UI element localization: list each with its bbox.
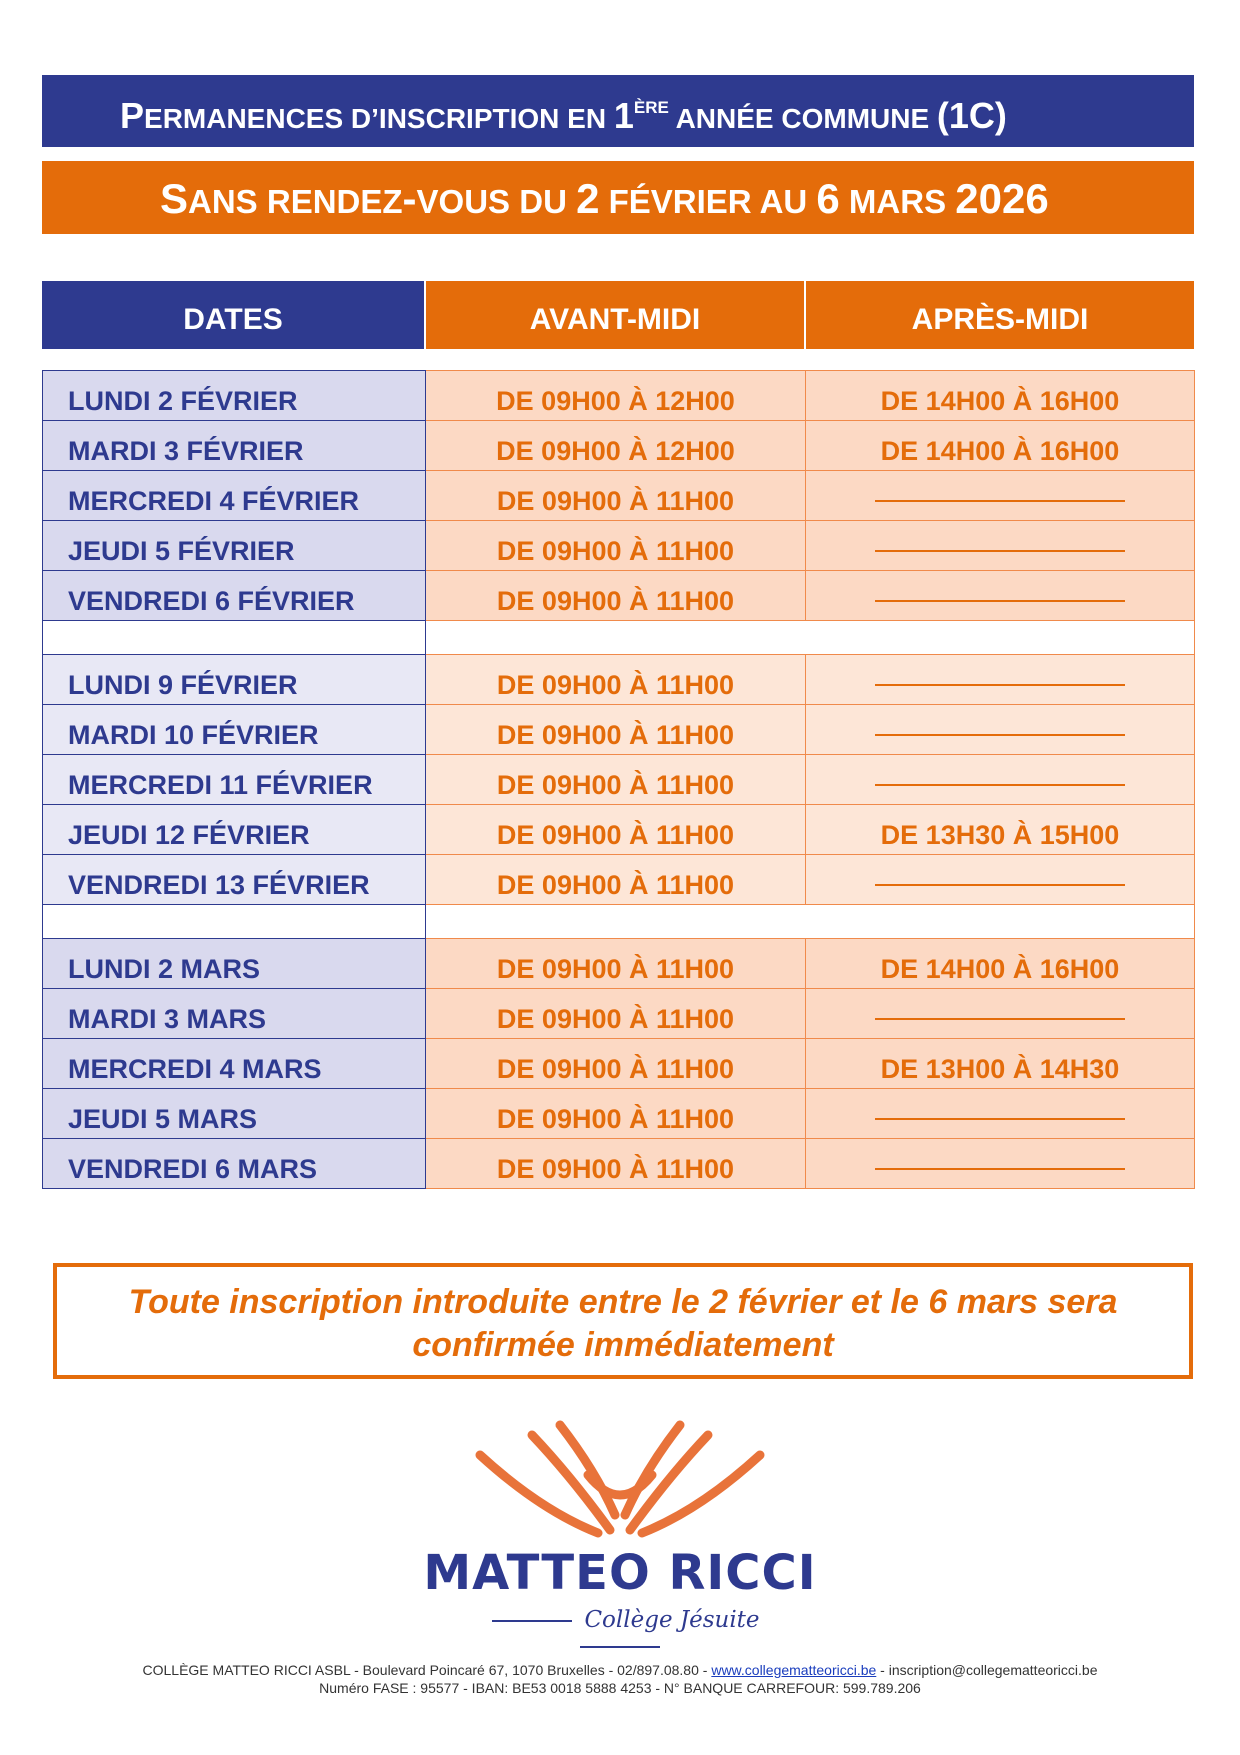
subtitle-part: - (402, 175, 417, 222)
morning-cell: DE 09H00 À 11H00 (426, 521, 806, 571)
morning-cell: DE 09H00 À 11H00 (426, 989, 806, 1039)
table-row (43, 755, 1195, 805)
table-row (43, 705, 1195, 755)
afternoon-cell (806, 521, 1195, 571)
morning-cell: DE 09H00 À 12H00 (426, 421, 806, 471)
morning-cell: DE 09H00 À 11H00 (426, 1139, 806, 1189)
title-part: ERMANENCES D’INSCRIPTION EN (144, 103, 614, 134)
footer-address: COLLÈGE MATTEO RICCI ASBL - Boulevard Poincaré 67, 1070 Bruxelles - 02/897.08.80 - (142, 1662, 712, 1678)
afternoon-cell (806, 1139, 1195, 1189)
footer-line-1 (0, 1661, 1240, 1679)
rule-right (580, 1646, 660, 1648)
subtitle-banner (42, 161, 1194, 234)
table-row (43, 371, 1195, 421)
afternoon-cell (806, 705, 1195, 755)
no-session-dash (875, 1168, 1125, 1170)
subtitle-part: MARS (839, 183, 956, 220)
date-cell: LUNDI 9 FÉVRIER (43, 655, 426, 705)
no-session-dash (875, 550, 1125, 552)
table-row (43, 939, 1195, 989)
afternoon-cell (806, 755, 1195, 805)
no-session-dash (875, 1118, 1125, 1120)
date-cell: VENDREDI 6 MARS (43, 1139, 426, 1189)
subtitle-part: FÉVRIER AU (599, 183, 817, 220)
morning-cell: DE 09H00 À 11H00 (426, 571, 806, 621)
title-part: 1 (613, 95, 634, 136)
separator-cell (43, 905, 426, 939)
date-cell: JEUDI 12 FÉVRIER (43, 805, 426, 855)
logo-wordmark: MATTEO RICCI (423, 1545, 817, 1601)
morning-cell: DE 09H00 À 11H00 (426, 855, 806, 905)
no-session-dash (875, 684, 1125, 686)
table-row (43, 571, 1195, 621)
subtitle-part: ANS RENDEZ (188, 183, 403, 220)
morning-cell: DE 09H00 À 11H00 (426, 1039, 806, 1089)
schedule-body (43, 371, 1195, 1189)
afternoon-cell (806, 655, 1195, 705)
rule-left (492, 1620, 572, 1622)
footer-line-2: Numéro FASE : 95577 - IBAN: BE53 0018 5888 4253 - N° BANQUE CARREFOUR: 599.789.206 (319, 1680, 921, 1696)
subtitle-part: VOUS DU (416, 183, 577, 220)
no-session-dash (875, 884, 1125, 886)
table-row (43, 855, 1195, 905)
table-row (43, 1039, 1195, 1089)
afternoon-cell (806, 1089, 1195, 1139)
table-row (43, 471, 1195, 521)
date-cell: MARDI 3 MARS (43, 989, 426, 1039)
title-part: ÈRE (633, 98, 669, 117)
separator-cell (426, 621, 806, 655)
no-session-dash (875, 500, 1125, 502)
date-cell: JEUDI 5 FÉVRIER (43, 521, 426, 571)
header-afternoon: APRÈS-MIDI (805, 281, 1194, 349)
group-separator (43, 905, 1195, 939)
separator-cell (426, 905, 806, 939)
title-part: ANNÉE COMMUNE (668, 103, 937, 134)
page-title (120, 95, 1007, 137)
morning-cell: DE 09H00 À 11H00 (426, 471, 806, 521)
confirmation-notice (53, 1263, 1193, 1379)
afternoon-cell (806, 571, 1195, 621)
date-cell: MERCREDI 4 MARS (43, 1039, 426, 1089)
afternoon-cell: DE 14H00 À 16H00 (806, 421, 1195, 471)
afternoon-cell: DE 14H00 À 16H00 (806, 939, 1195, 989)
table-row (43, 805, 1195, 855)
school-logo (420, 1415, 820, 1633)
afternoon-cell (806, 855, 1195, 905)
afternoon-cell: DE 14H00 À 16H00 (806, 371, 1195, 421)
table-row (43, 989, 1195, 1039)
website-link[interactable]: www.collegematteoricci.be (711, 1662, 877, 1678)
subtitle-part: S (160, 175, 189, 222)
group-separator (43, 621, 1195, 655)
schedule-header (42, 281, 1194, 349)
date-cell: MERCREDI 11 FÉVRIER (43, 755, 426, 805)
footer-email: - inscription@collegematteoricci.be (876, 1662, 1098, 1678)
morning-cell: DE 09H00 À 12H00 (426, 371, 806, 421)
title-part: (1C) (936, 95, 1007, 136)
no-session-dash (875, 784, 1125, 786)
schedule-table (42, 370, 1195, 1189)
logo-subtitle-text: Collège Jésuite (584, 1607, 760, 1633)
date-cell: MARDI 10 FÉVRIER (43, 705, 426, 755)
header-dates: DATES (42, 281, 425, 349)
separator-cell (43, 621, 426, 655)
date-cell: LUNDI 2 MARS (43, 939, 426, 989)
no-session-dash (875, 1018, 1125, 1020)
table-row (43, 521, 1195, 571)
notice-line-2: confirmée immédiatement (412, 1326, 834, 1364)
flame-emblem-icon (420, 1415, 820, 1545)
morning-cell: DE 09H00 À 11H00 (426, 939, 806, 989)
morning-cell: DE 09H00 À 11H00 (426, 755, 806, 805)
notice-line-1: Toute inscription introduite entre le 2 février et le 6 mars sera (128, 1283, 1118, 1321)
morning-cell: DE 09H00 À 11H00 (426, 1089, 806, 1139)
morning-cell: DE 09H00 À 11H00 (426, 805, 806, 855)
header-morning: AVANT-MIDI (425, 281, 805, 349)
page-subtitle (160, 175, 1049, 223)
date-cell: MARDI 3 FÉVRIER (43, 421, 426, 471)
afternoon-cell: DE 13H00 À 14H30 (806, 1039, 1195, 1089)
date-cell: VENDREDI 13 FÉVRIER (43, 855, 426, 905)
subtitle-part: 2 (576, 175, 600, 222)
separator-cell (806, 905, 1195, 939)
table-row (43, 1139, 1195, 1189)
separator-cell (806, 621, 1195, 655)
date-cell: LUNDI 2 FÉVRIER (43, 371, 426, 421)
logo-subtitle (440, 1607, 800, 1659)
date-cell: VENDREDI 6 FÉVRIER (43, 571, 426, 621)
footer (0, 1661, 1240, 1697)
no-session-dash (875, 600, 1125, 602)
date-cell: JEUDI 5 MARS (43, 1089, 426, 1139)
table-row (43, 1089, 1195, 1139)
subtitle-part: 6 (816, 175, 840, 222)
subtitle-part: 2026 (955, 175, 1049, 222)
no-session-dash (875, 734, 1125, 736)
table-row (43, 421, 1195, 471)
date-cell: MERCREDI 4 FÉVRIER (43, 471, 426, 521)
afternoon-cell (806, 989, 1195, 1039)
table-row (43, 655, 1195, 705)
afternoon-cell: DE 13H30 À 15H00 (806, 805, 1195, 855)
title-part: P (120, 95, 145, 136)
afternoon-cell (806, 471, 1195, 521)
morning-cell: DE 09H00 À 11H00 (426, 705, 806, 755)
title-banner (42, 75, 1194, 147)
morning-cell: DE 09H00 À 11H00 (426, 655, 806, 705)
